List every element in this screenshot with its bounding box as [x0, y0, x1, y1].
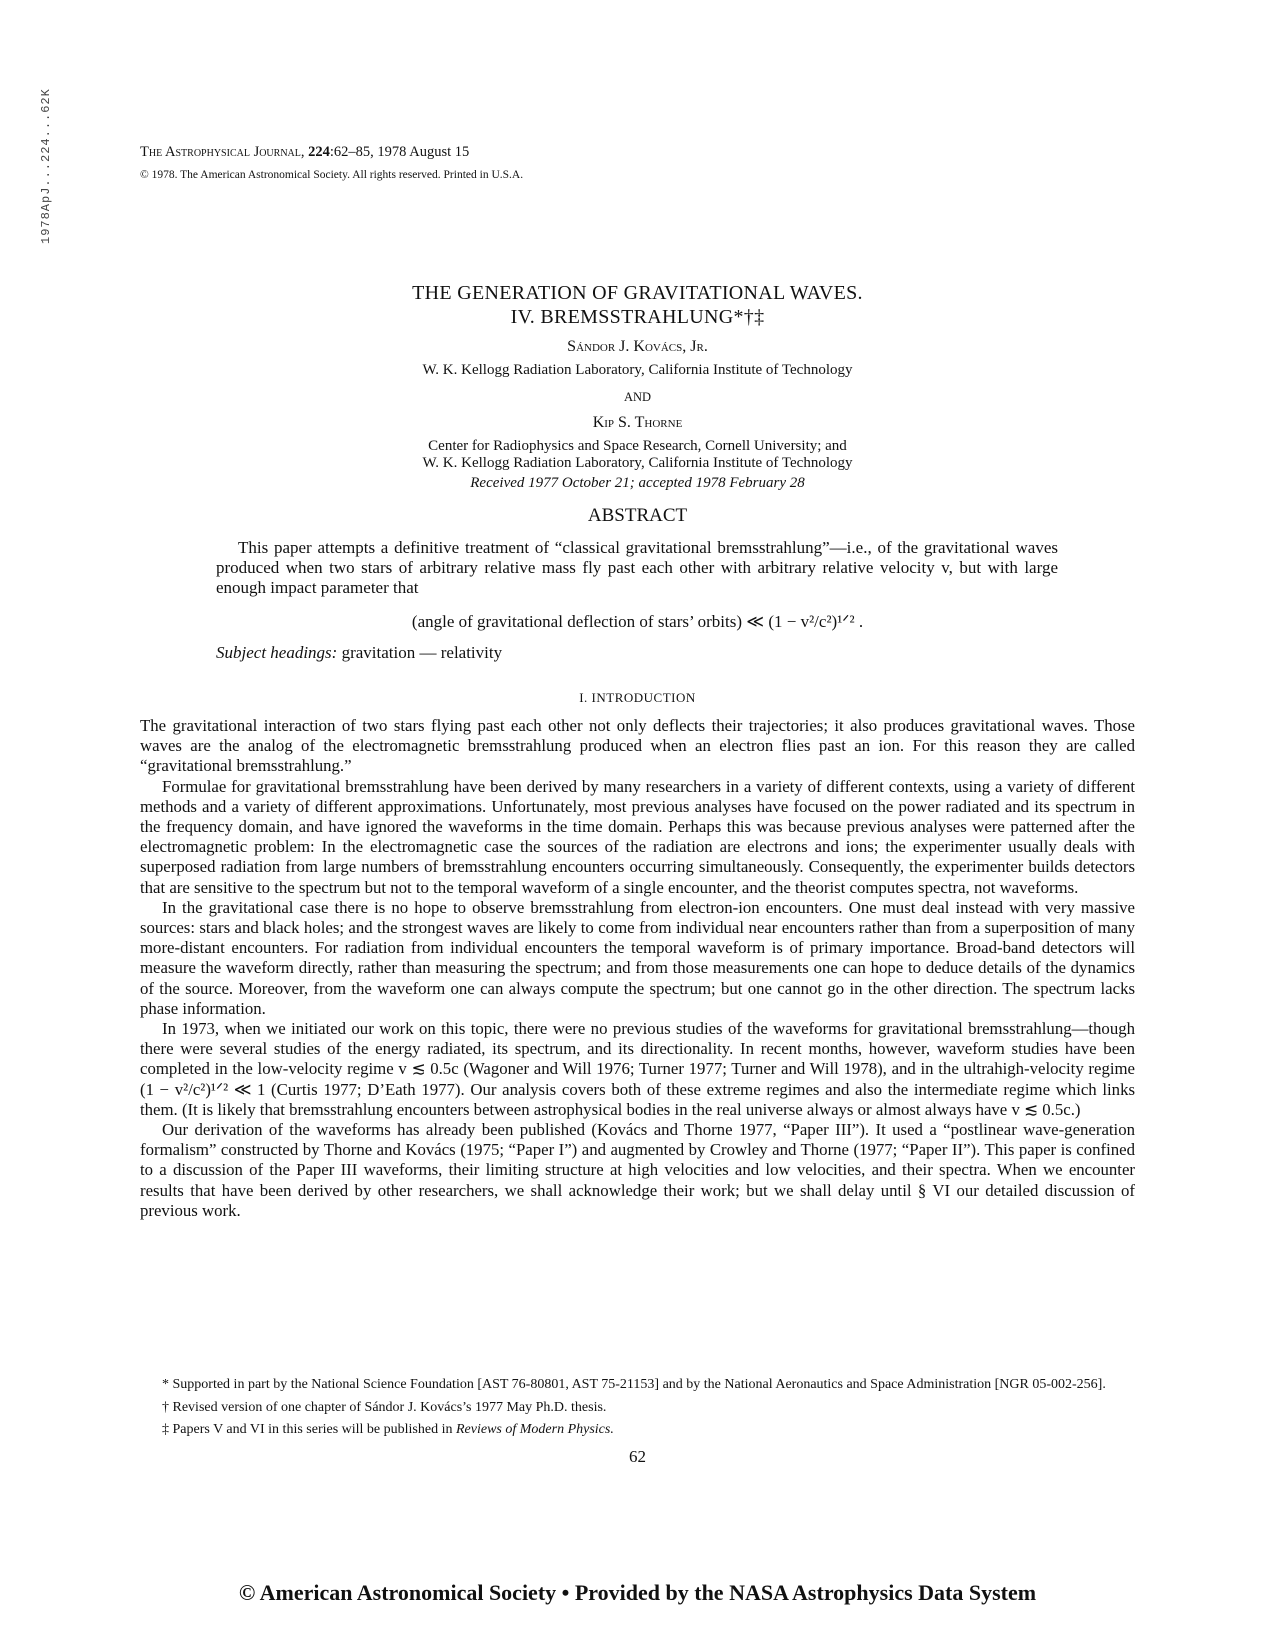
subject-headings: [216, 643, 502, 663]
paragraph: Our derivation of the waveforms has already been published (Kovács and Thorne 1977, “Paper III”). It used a “postlinear wave-generation formalism” constructed by Thorne and Kovács (1975; “Paper I”) and augmented by Crowley and Thorne (1977; “Paper II”). This paper is confined to a discussion of the Paper III waveforms, their limiting structure at high velocities and low velocities, and their spectra. When we encounter results that have been derived by other researchers, we shall acknowledge their work; but we shall delay until § VI our detailed discussion of previous work.: [140, 1120, 1135, 1220]
abstract-text: [216, 538, 1058, 598]
introduction-body: [140, 716, 1135, 1221]
footnote-3-text: ‡ Papers V and VI in this series will be published in: [162, 1422, 453, 1437]
affiliation-2-line2: W. K. Kellogg Radiation Laboratory, California Institute of Technology: [422, 455, 853, 471]
journal-name: The Astrophysical Journal,: [140, 144, 305, 160]
paper-title-line2: IV. BREMSSTRAHLUNG*†‡: [510, 306, 765, 328]
section-heading: I. INTRODUCTION: [579, 690, 696, 705]
subject-headings-label: Subject headings:: [216, 643, 338, 662]
ads-footer: © American Astronomical Society • Provided by the NASA Astrophysics Data System: [238, 1580, 1037, 1605]
footnote-2: † Revised version of one chapter of Sándor J. Kovács’s 1977 May Ph.D. thesis.: [162, 1399, 607, 1415]
paragraph: The gravitational interaction of two stars flying past each other not only deflects their trajectories; it also produces gravitational waves. Those waves are the analog of the electromagnetic bremsstrahlung produced when an electron flies past an ion. For this reason they are called “gravitational bremsstrahlung.”: [140, 716, 1135, 776]
author-2: Kip S. Thorne: [592, 414, 683, 431]
journal-reference: [140, 144, 469, 161]
subject-headings-text: gravitation — relativity: [341, 643, 503, 662]
received-dates: Received 1977 October 21; accepted 1978 February 28: [470, 475, 805, 491]
paragraph: Formulae for gravitational bremsstrahlung have been derived by many researchers in a variety of different contexts, using a variety of different methods and a variety of different approximations. Unfortunately, most previous analyses have focused on the power radiated and its spectrum in the frequency domain, and have ignored the waveforms in the time domain. Perhaps this was because previous analyses were patterned after the electromagnetic problem: In the electromagnetic case the sources of the radiation are electrons and ions; the experimenter usually deals with superposed radiation from large numbers of bremsstrahlung encounters occurring simultaneously. Consequently, the experimenter builds detectors that are sensitive to the spectrum but not to the temporal waveform of a single encounter, and the theorist computes spectra, not waveforms.: [140, 776, 1135, 897]
affiliation-1: W. K. Kellogg Radiation Laboratory, California Institute of Technology: [422, 362, 853, 378]
affiliation-2: [140, 438, 1135, 472]
footnote-1: * Supported in part by the National Science Foundation [AST 76-80801, AST 75-21153] and by the National Aeronautics and Space Administration [NGR 05-002-256].: [162, 1377, 1106, 1392]
journal-volume: 224: [308, 144, 330, 160]
paragraph: In the gravitational case there is no hope to observe bremsstrahlung from electron-ion encounters. One must deal instead with very massive sources: stars and black holes; and the strongest waves are likely to come from individual near encounters rather than from a superposition of many more-distant encounters. For radiation from individual encounters the temporal waveform is of primary importance. Broad-band detectors will measure the waveform directly, rather than measuring the spectrum; and from those measurements one can hope to deduce details of the dynamics of the source. Moreover, from the waveform one can always compute the spectrum; but one cannot go in the other direction. The spectrum lacks phase information.: [140, 897, 1135, 1018]
journal-pages-date: :62–85, 1978 August 15: [329, 144, 470, 160]
and-separator: AND: [623, 390, 652, 404]
footnote-3: [140, 1422, 1135, 1439]
abstract-equation: (angle of gravitational deflection of stars’ orbits) ≪ (1 − v²/c²)¹ᐟ² .: [411, 612, 864, 631]
footnotes: [140, 1377, 1135, 1445]
abstract-paragraph: This paper attempts a definitive treatment of “classical gravitational bremsstrahlung”—i.e., of the gravitational waves produced when two stars of arbitrary relative mass fly past each other with arbitrary relative velocity v, but with large enough impact parameter that: [216, 538, 1058, 597]
paper-title-line1: THE GENERATION OF GRAVITATIONAL WAVES.: [412, 282, 863, 304]
affiliation-2-line1: Center for Radiophysics and Space Research, Cornell University; and: [428, 438, 847, 454]
abstract-heading: ABSTRACT: [587, 505, 688, 526]
author-1: Sándor J. Kovács, Jr.: [567, 338, 708, 355]
paragraph: In 1973, when we initiated our work on this topic, there were no previous studies of the waveforms for gravitational bremsstrahlung—though there were several studies of the energy radiated, its spectrum, and its directionality. In recent months, however, waveform studies have been completed in the low-velocity regime v ≲ 0.5c (Wagoner and Will 1976; Turner 1977; Turner and Will 1978), and in the ultrahigh-velocity regime (1 − v²/c²)¹ᐟ² ≪ 1 (Curtis 1977; D’Eath 1977). Our analysis covers both of these extreme regimes and also the intermediate regime which links them. (It is likely that bremsstrahlung encounters between astrophysical bodies in the real universe always or almost always have v ≲ 0.5c.): [140, 1019, 1135, 1119]
page-number: 62: [629, 1447, 646, 1466]
bibcode-side-label: 1978ApJ...224...62K: [39, 88, 53, 244]
footnote-3-journal: Reviews of Modern Physics.: [455, 1422, 614, 1437]
copyright-line: © 1978. The American Astronomical Society. All rights reserved. Printed in U.S.A.: [140, 169, 524, 181]
